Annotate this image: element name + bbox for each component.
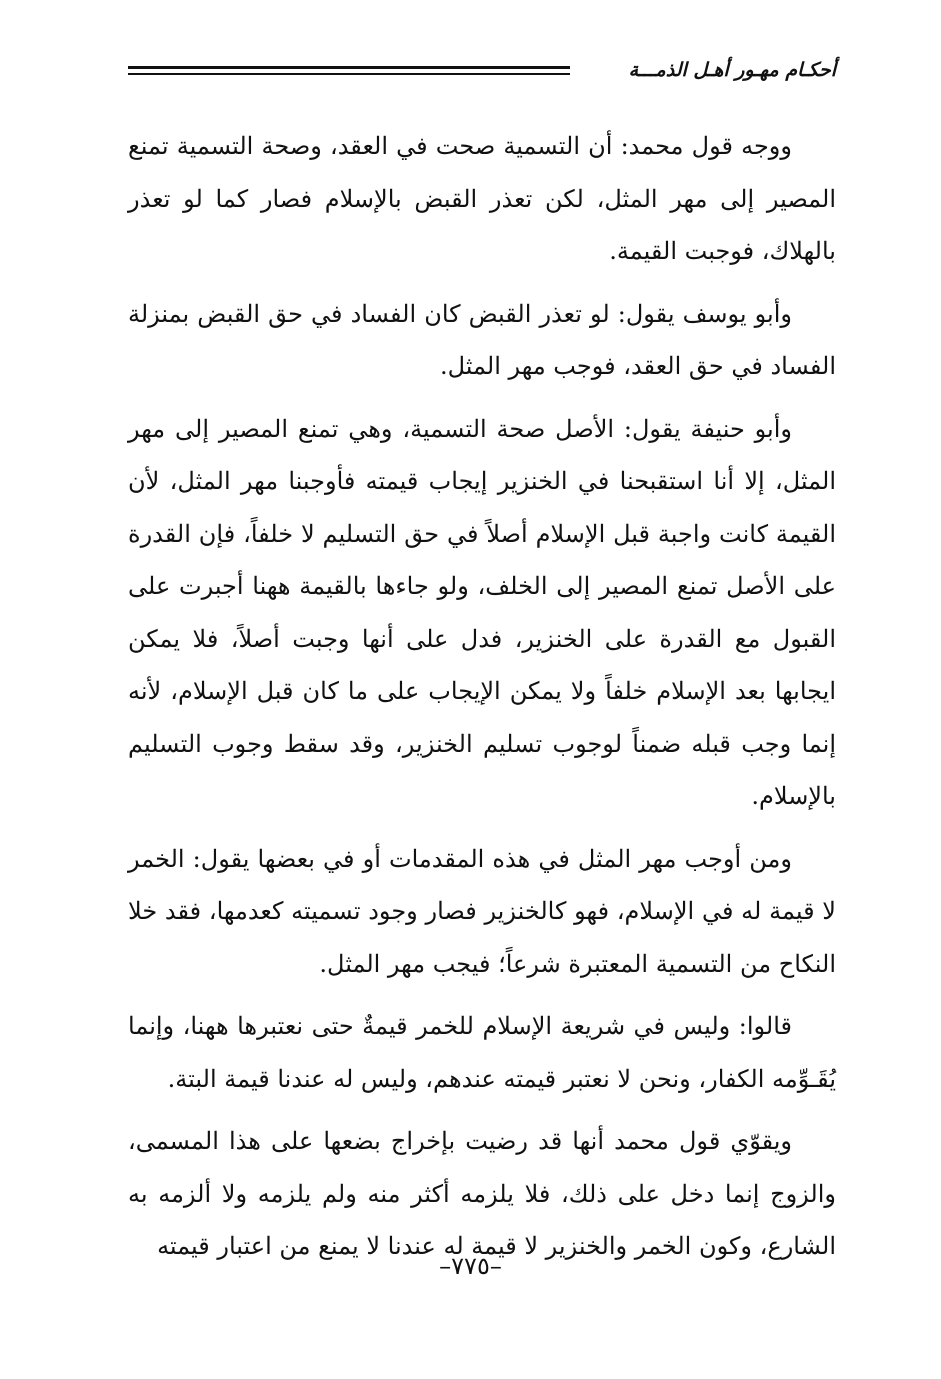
paragraph-mahr-al-mithl-view: ومن أوجب مهر المثل في هذه المقدمات أو في بعضها يقول: الخمر لا قيمة له في الإسلام، فهو كالخنزير فصار وجود تسميته كعدمها، فقد خلا النكاح من التسمية المعتبرة شرعاً؛ فيجب مهر المثل. [128,844,836,978]
body-text [128,120,836,1283]
page-number: –٧٧٥– [439,1252,502,1280]
header-rule-thin [128,73,570,75]
paragraph-abu-hanifa-view: وأبو حنيفة يقول: الأصل صحة التسمية، وهي تمنع المصير إلى مهر المثل، إلا أنا استقبحنا في الخنزير إيجاب قيمته فأوجبنا مهر المثل، لأن القيمة كانت واجبة قبل الإسلام أصلاً في حق التسليم لا خلفاً، فإن القدرة على الأصل تمنع المصير إلى الخلف، ولو جاءها بالقيمة ههنا أجبرت على القبول مع القدرة على الخنزير، فدل على أنها وجبت أصلاً، فلا يمكن ايجابها بعد الإسلام خلفاً ولا يمكن الإيجاب على ما كان قبل الإسلام، لأنه إنما وجب قبله ضمناً لوجوب تسليم الخنزير، وقد سقط وجوب التسليم بالإسلام. [128,414,837,810]
header-rule-thick [128,66,570,69]
paragraph-qalu: قالوا: وليس في شريعة الإسلام للخمر قيمةٌ حتى نعتبرها ههنا، وإنما يُقَـوِّمه الكفار، ونحن لا نعتبر قيمته عندهم، وليس له عندنا قيمة البتة. [128,1012,836,1093]
paragraph-muhammad-support: ويقوّي قول محمد أنها قد رضيت بإخراج بضعها على هذا المسمى، والزوج إنما دخل على ذلك، فلا يلزمه أكثر منه ولم يلزمه ولا ألزمه به الشارع، وكون الخمر والخنزير لا قيمة له عندنا لا يمنع من اعتبار قيمته [128,1127,836,1260]
paragraph-muhammad-view: ووجه قول محمد: أن التسمية صحت في العقد، وصحة التسمية تمنع المصير إلى مهر المثل، لكن تعذر القبض بالإسلام فصار كما لو تعذر بالهلاك، فوجبت القيمة. [128,132,836,265]
paragraph-abu-yusuf-view: وأبو يوسف يقول: لو تعذر القبض كان الفساد في حق القبض بمنزلة الفساد في حق العقد، فوجب مهر المثل. [128,299,836,380]
page-header [128,54,836,94]
running-title: أحكـام مهـور أهـل الذمـــة [628,59,836,81]
